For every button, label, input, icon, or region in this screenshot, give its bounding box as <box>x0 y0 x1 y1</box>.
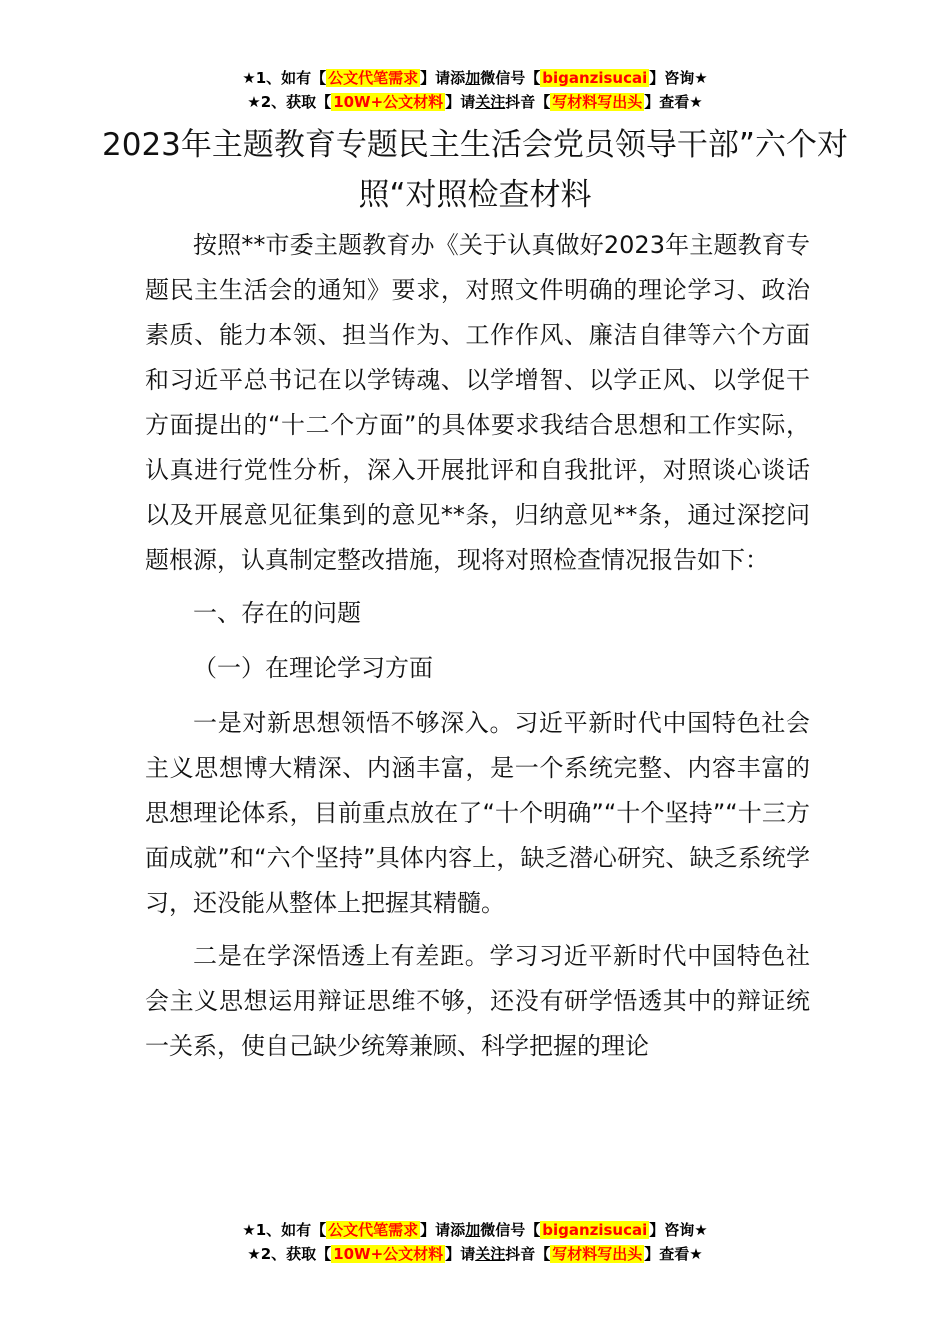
banner-text: 抖音【 <box>505 1245 551 1263</box>
banner-text: ★2、获取【 <box>247 1245 332 1263</box>
banner-highlight: 写材料写出头 <box>552 1245 643 1263</box>
banner-text: ★1、如有【 <box>242 1221 327 1239</box>
banner-underlined-text: 关注 <box>475 93 506 111</box>
banner-highlight: 公文代笔需求 <box>328 1221 419 1239</box>
banner-highlight: 写材料写出头 <box>552 93 643 111</box>
top-banner <box>0 66 950 114</box>
paragraph-intro: 按照**市委主题教育办《关于认真做好2023年主题教育专题民主生活会的通知》要求，对照文件明确的理论学习、政治素质、能力本领、担当作为、工作作风、廉洁自律等六个方面和习近平总书记在以学铸魂、以学增智、以学正风、以学促干方面提出的“十二个方面”的具体要求我结合思想和工作实际，认真进行党性分析，深入开展批评和自我批评，对照谈心谈话以及开展意见征集到的意见**条，归纳意见**条，通过深挖问题根源，认真制定整改措施，现将对照检查情况报告如下： <box>145 231 810 574</box>
banner-text: 】咨询★ <box>649 1221 708 1239</box>
banner-line-1 <box>0 66 950 90</box>
document-body <box>145 223 810 1077</box>
paragraph-point-2: 二是在学深悟透上有差距。学习习近平新时代中国特色社会主义思想运用辩证思维不够，还没有研学悟透其中的辩证统一关系，使自己缺少统筹兼顾、科学把握的理论 <box>145 942 810 1060</box>
banner-text: 】查看★ <box>644 1245 703 1263</box>
banner-text: 】请添 <box>420 1221 466 1239</box>
bottom-banner <box>0 1218 950 1266</box>
banner-underlined-text: 关注 <box>475 1245 506 1263</box>
banner-line-1 <box>0 1218 950 1242</box>
banner-text: 微信号【 <box>480 1221 541 1239</box>
banner-text: 微信号【 <box>480 69 541 87</box>
banner-highlight: 10W+公文材料 <box>333 93 444 111</box>
banner-text: 】查看★ <box>644 93 703 111</box>
banner-underlined-text: 加 <box>465 69 481 87</box>
banner-text: 】请 <box>445 93 476 111</box>
banner-underlined-text: 加 <box>465 1221 481 1239</box>
banner-highlight: biganzisucai <box>542 1221 648 1239</box>
banner-highlight: biganzisucai <box>542 69 648 87</box>
banner-text: 】请添 <box>420 69 466 87</box>
banner-line-2 <box>0 1242 950 1266</box>
banner-highlight: 10W+公文材料 <box>333 1245 444 1263</box>
banner-line-2 <box>0 90 950 114</box>
document-title: 2023年主题教育专题民主生活会党员领导干部”六个对照“对照检查材料 <box>102 127 848 213</box>
section-heading: 一、存在的问题 <box>193 599 361 627</box>
subsection-heading: （一）在理论学习方面 <box>193 654 433 682</box>
banner-text: ★2、获取【 <box>247 93 332 111</box>
banner-text: 抖音【 <box>505 93 551 111</box>
banner-text: 】咨询★ <box>649 69 708 87</box>
banner-text: ★1、如有【 <box>242 69 327 87</box>
banner-text: 】请 <box>445 1245 476 1263</box>
paragraph-point-1: 一是对新思想领悟不够深入。习近平新时代中国特色社会主义思想博大精深、内涵丰富，是一个系统完整、内容丰富的思想理论体系，目前重点放在了“十个明确”“十个坚持”“十三方面成就”和“六个坚持”具体内容上，缺乏潜心研究、缺乏系统学习，还没能从整体上把握其精髓。 <box>145 709 810 917</box>
banner-highlight: 公文代笔需求 <box>328 69 419 87</box>
